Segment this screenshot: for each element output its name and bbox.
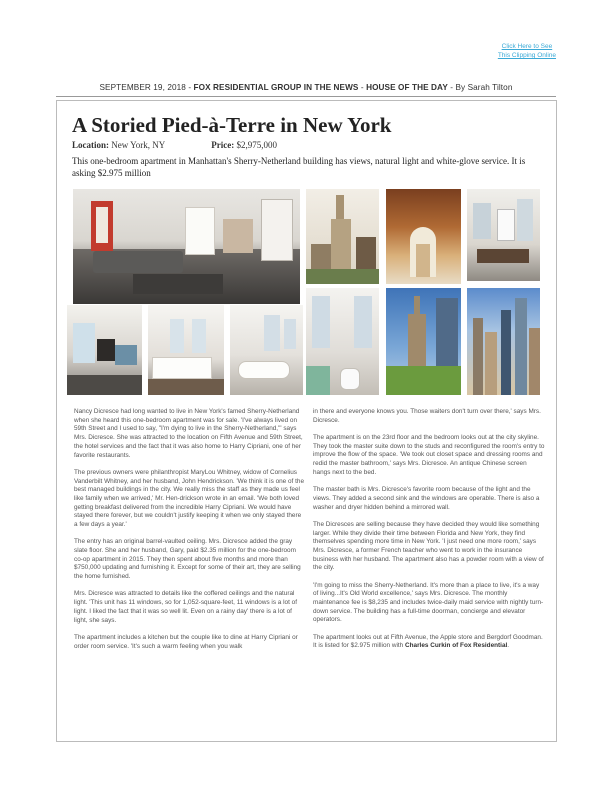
header-separator: - (185, 83, 194, 92)
closing-text: The apartment looks out at Fifth Avenue, the Apple store and Bergdorf Goodman. It is listed for $2.975 million with (313, 633, 543, 650)
body-paragraph: The previous owners were philanthropist MaryLou Whitney, widow of Cornelius Vanderbilt Whitney, and her husband, John Hendrickson. 'We think it is one of the best managed buildings in the city. We really miss the staff as they made us feel like family when we arrived,' Mr. Hen-drickson wrote in an email. 'We both loved getting breakfast delivered from the incredible Harry Cipriani. We would have stayed there forever, but we couldn't justify keeping it when we only stayed there a few days a year.' (74, 468, 304, 529)
body-paragraph: 'I'm going to miss the Sherry-Netherland. It's more than a place to live, it's a way of living...It's Old World excellence,' says Mrs. Dicresce. The monthly maintenance fee is $8,235 and includes twice-daily maid service with nightly turn-down service. The building has a full-time doorman, concierge and elevator operators. (313, 581, 544, 624)
living-room-photo (73, 189, 300, 304)
bedroom-photo (148, 305, 224, 395)
fireplace-room-photo (67, 305, 142, 395)
header-source: FOX RESIDENTIAL GROUP IN THE NEWS (193, 83, 359, 92)
clipping-links (498, 42, 556, 60)
header-separator: - (358, 83, 367, 92)
entry-ceiling-photo (386, 189, 461, 284)
bathroom-photo (230, 305, 303, 395)
article-column-left (74, 408, 306, 660)
price-label: Price: (211, 140, 235, 150)
body-paragraph: The master bath is Mrs. Dicresce's favorite room because of the light and the views. They added a second sink and the windows are operable. There is also a washer and dryer hidden behind a mirrored wall. (313, 486, 540, 511)
price-value: $2,975,000 (236, 140, 277, 150)
article-summary: This one-bedroom apartment in Manhattan's Sherry-Netherland building has views, natural light and white-glove service. It is asking $2.975 million (72, 156, 526, 178)
closing-period: . (507, 642, 510, 650)
header-section: HOUSE OF THE DAY (366, 83, 448, 92)
header-date: SEPTEMBER 19, 2018 (99, 83, 186, 92)
header-divider (56, 96, 556, 97)
location-label: Location: (72, 140, 109, 150)
body-paragraph: Mrs. Dicresce was attracted to details like the coffered ceilings and the natural light. 'This unit has 11 windows, so for 1,052-square-feet, 11 windows is a lot of light. I liked the fact that it was so well lit. Even on a rainy day' there is a lot of light, she says. (74, 590, 297, 624)
body-paragraph: The entry has an original barrel-vaulted ceiling. Mrs. Dicresce added the gray slate floor. She and her husband, Gary, paid $2.35 million for the one-bedroom co-op apartment in 2015. They then spent about five months and more than $750,000 updating and furnishing it. Except for some of their art, they are selling the home furnished. (74, 538, 301, 581)
body-paragraph: The Dicresces are selling because they have decided they would like something larger. While they divide their time between Florida and New York, they find themselves spending more time in New York. 'I just need one more room,' says Mrs. Dicresce, a former French teacher who went to work in the insurance business with her husband. The apartment also has a powder room with a view of the city. (313, 520, 544, 572)
building-exterior-photo (306, 189, 379, 284)
body-paragraph: The apartment includes a kitchen but the couple like to dine at Harry Cipriani or order room service. 'It's such a warm feeling when you walk (74, 633, 298, 650)
skyline-photo (467, 288, 540, 395)
article-column-right (313, 408, 545, 660)
article-title: A Storied Pied-à-Terre in New York (72, 113, 392, 137)
master-bath-photo (306, 288, 379, 395)
listing-meta (72, 140, 277, 150)
view-clipping-link[interactable]: Click Here to See (501, 43, 553, 50)
agent-name: Charles Curkin of Fox Residential (405, 642, 508, 650)
location-value: New York, NY (111, 140, 166, 150)
body-paragraph: in there and everyone knows you. Those waiters don't turn over there,' says Mrs. Dicresce. (313, 408, 541, 424)
closing-paragraph (313, 634, 545, 651)
tower-view-photo (386, 288, 461, 395)
body-paragraph: Nancy Dicresce had long wanted to live in New York's famed Sherry-Netherland when she heard this one-bedroom apartment was for sale. 'I've always lived on 59th Street and I used to say, "I'm dying to live in the Sherry-Netherland,"' says Mrs. Dicresce. She was attracted to the location on Fifth Avenue and 59th Street, the hotel services and the fact that it was also home to Harry Cipriani, one of her favorite restaurants. (74, 408, 303, 459)
dining-room-photo (467, 189, 540, 281)
header-byline: - By Sarah Tilton (447, 83, 513, 92)
article-header (56, 83, 556, 92)
clipping-online-link[interactable]: This Clipping Online (497, 52, 556, 59)
body-paragraph: The apartment is on the 23rd floor and the bedroom looks out at the city skyline. They took the master suite down to the studs and reconfigured the room's entry to improve the flow of the space. 'We took out closet space and dressing rooms and redid the master bathroom,' says Mrs. Dicresce. An antique Chinese screen hangs next to the bed. (313, 434, 545, 476)
